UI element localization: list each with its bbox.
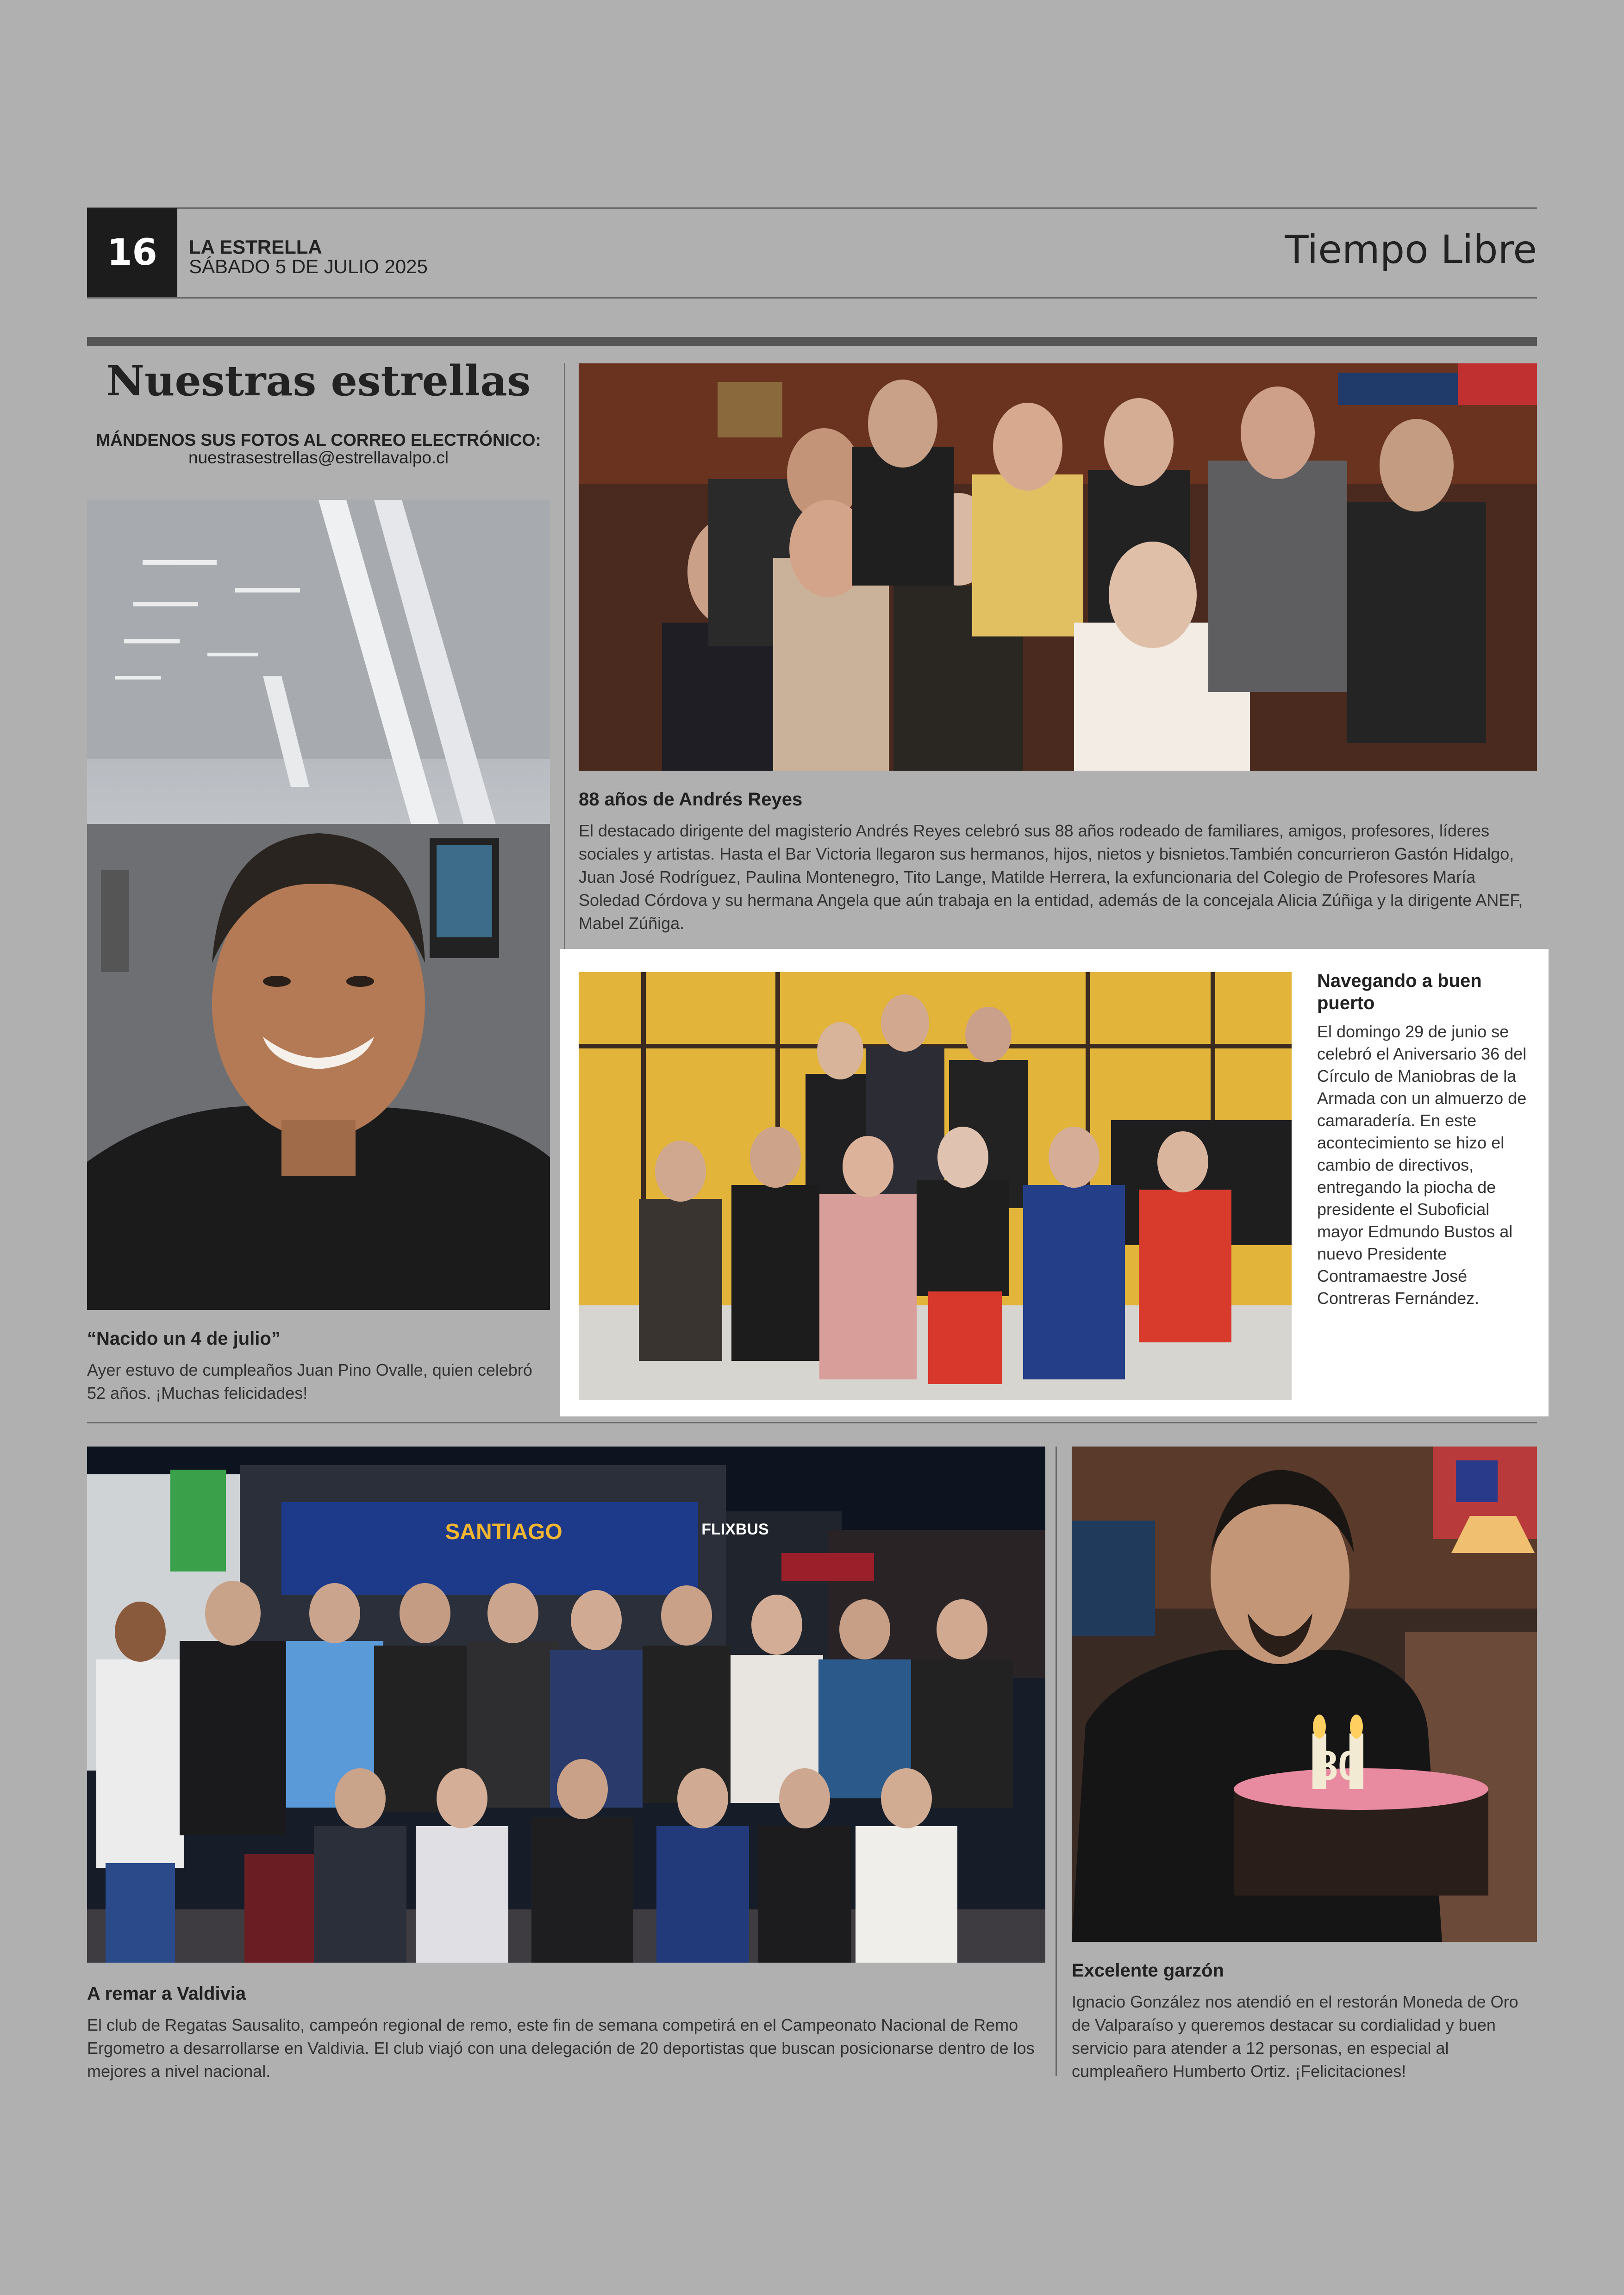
paper-date: SÁBADO 5 DE JULIO 2025: [189, 256, 428, 277]
paper-name: LA ESTRELLA: [189, 236, 322, 258]
page-number: 16: [87, 208, 177, 298]
garzon-body: Ignacio González nos atendió en el restorán Moneda de Oro de Valparaíso y queremos destacar su cordialidad y buen servicio para atender a 12 personas, en especial al cumpleañero Humberto Ortiz. ¡Felicitaciones!: [1072, 1992, 1518, 2081]
navegando-body: El domingo 29 de junio se celebró el Aniversario 36 del Círculo de Maniobras de la Armada con un almuerzo de camaradería. En este acontecimiento se hizo el cambio de directivos, entregando la piocha de presidente el Suboficial mayor Edmundo Bustos al nuevo Presidente Contramaestre José Contreras Fernández.: [1317, 1022, 1527, 1308]
section-separator-bottom: [87, 1422, 1537, 1423]
photo-nacido-selfie: [87, 500, 550, 1310]
send-photos-email[interactable]: nuestrasestrellas@estrellavalpo.cl: [188, 448, 449, 467]
section-title: Tiempo Libre: [1285, 227, 1537, 272]
garzon-headline: Excelente garzón: [1072, 1960, 1224, 1981]
remar-headline: A remar a Valdivia: [87, 1983, 246, 2004]
photo-navegando-group: [579, 972, 1292, 1400]
header-top-rule: [87, 207, 1537, 209]
photo-reyes-group: [579, 363, 1537, 771]
reyes-body: El destacado dirigente del magisterio Andrés Reyes celebró sus 88 años rodeado de familiares, amigos, profesores, líderes sociales y artistas. Hasta el Bar Victoria llegaron sus hermanos, hijos, nietos y bisnietos.También concurrieron Gastón Hidalgo, Juan José Rodríguez, Paulina Montenegro, Tito Lange, Matilde Herrera, la exfuncionaria del Colegio de Profesores María Soledad Córdova y su hermana Angela que aún trabaja en la entidad, además de la concejala Alicia Zúñiga y la dirigente ANEF, Mabel Zúñiga.: [579, 821, 1523, 933]
header-bottom-rule: [87, 297, 1537, 299]
bus-sign-destination: SANTIAGO: [445, 1520, 562, 1544]
remar-body: El club de Regatas Sausalito, campeón regional de remo, este fin de semana competirá en el Campeonato Nacional de Remo Ergometro a desarrollarse en Valdivia. El club viajó con una delegación de 20 deportistas que buscan posicionarse dentro de los mejores a nivel nacional.: [87, 2015, 1035, 2081]
reyes-headline: 88 años de Andrés Reyes: [579, 789, 803, 810]
bus-sign-brand: FLIXBUS: [701, 1521, 769, 1538]
send-photos-label: MÁNDENOS SUS FOTOS AL CORREO ELECTRÓNICO:: [96, 430, 541, 449]
column-title: Nuestras estrellas: [106, 356, 531, 405]
column-separator-bottom: [1056, 1447, 1057, 2076]
photo-remar-group: [87, 1447, 1045, 1963]
nacido-headline: “Nacido un 4 de julio”: [87, 1328, 281, 1349]
photo-garzon-waiter: [1072, 1447, 1537, 1942]
content-top-rule: [87, 337, 1537, 346]
cake-candle-number: 80: [1314, 1743, 1362, 1789]
nacido-body: Ayer estuvo de cumpleaños Juan Pino Ovalle, quien celebró 52 años. ¡Muchas felicidades!: [87, 1360, 532, 1403]
navegando-headline: Navegando a buen puerto: [1317, 971, 1482, 1013]
